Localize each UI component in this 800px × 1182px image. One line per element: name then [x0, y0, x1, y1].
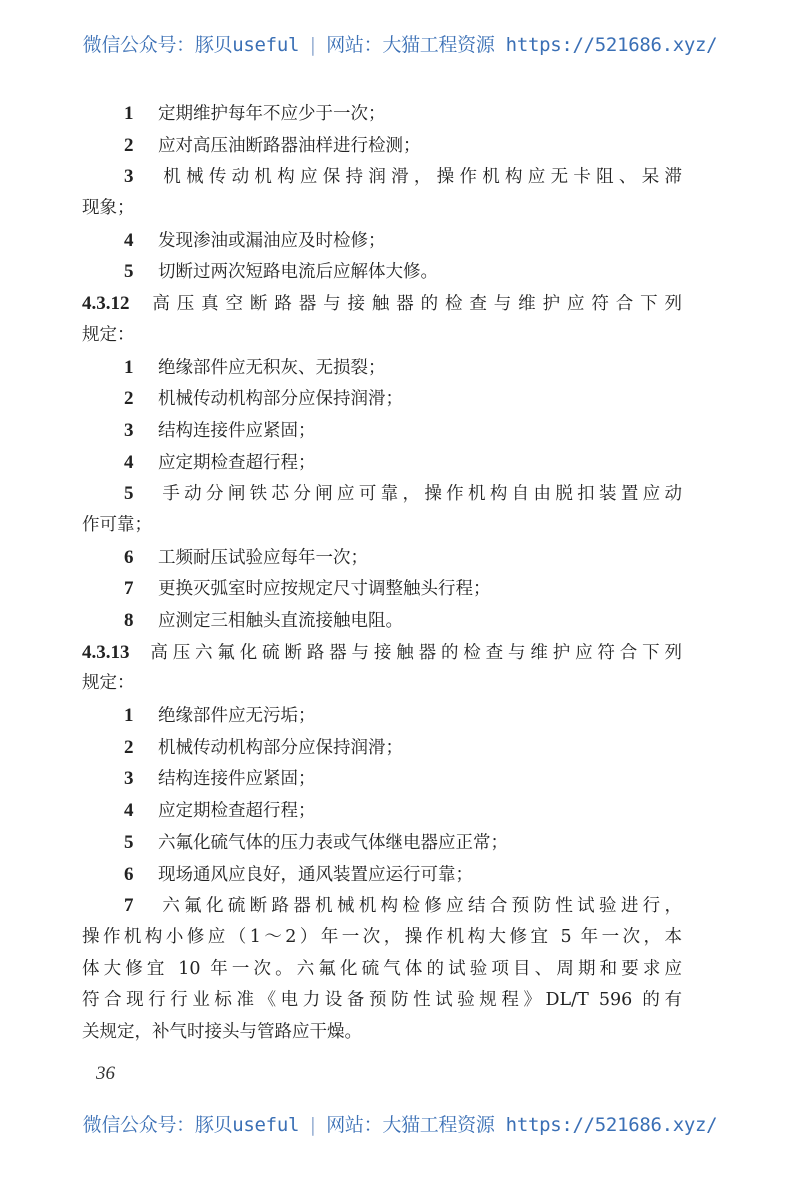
item-text: 工频耐压试验应每年一次；	[158, 547, 368, 568]
list-item	[82, 256, 682, 288]
item-text: 应测定三相触头直流接触电阻。	[158, 611, 403, 631]
item-text: 结构连接件应紧固；	[158, 420, 316, 441]
list-item	[82, 859, 682, 891]
item-number: 5	[124, 831, 134, 853]
item-number: 7	[124, 895, 134, 917]
item-number: 4	[124, 451, 134, 473]
item-text: 机械传动机构部分应保持润滑；	[158, 737, 403, 758]
item-number: 8	[124, 610, 134, 631]
item-text: 更换灭弧室时应按规定尺寸调整触头行程；	[158, 579, 491, 600]
list-item	[82, 98, 682, 130]
list-item-continuation: 操作机构小修应（1～2）年一次，操作机构大修宜 5 年一次，本	[82, 926, 682, 947]
list-item	[82, 542, 682, 574]
item-number: 4	[124, 229, 134, 251]
item-text: 切断过两次短路电流后应解体大修。	[158, 262, 438, 283]
item-text: 应对高压油断路器油样进行检测；	[158, 135, 421, 156]
item-text: 机械传动机构应保持润滑，操作机构应无卡阻、呆滞	[158, 167, 682, 188]
list-item	[82, 700, 682, 732]
item-text: 手动分闸铁芯分闸应可靠，操作机构自由脱扣装置应动	[158, 484, 682, 505]
item-number: 6	[124, 546, 134, 568]
list-item	[82, 732, 682, 764]
item-text: 绝缘部件应无污垢；	[158, 706, 316, 727]
list-item-continuation: 现象；	[82, 198, 135, 219]
list-item-continuation: 关规定，补气时接头与管路应干燥。	[82, 1021, 362, 1042]
item-number: 5	[124, 261, 134, 283]
item-text: 现场通风应良好，通风装置应运行可靠；	[158, 864, 473, 885]
list-item	[82, 573, 682, 605]
clause-title-continuation: 规定：	[82, 324, 135, 345]
watermark-separator: |	[307, 34, 319, 56]
list-item	[82, 795, 682, 827]
clause-title: 高压真空断路器与接触器的检查与维护应符合下列	[145, 294, 682, 315]
list-item-continuation: 作可靠；	[82, 514, 152, 535]
list-item	[82, 890, 682, 922]
list-item	[82, 827, 682, 859]
item-number: 2	[124, 736, 134, 758]
document-page	[82, 98, 682, 1049]
clause-heading-4-3-12	[82, 288, 682, 320]
clause-title: 高压六氟化硫断路器与接触器的检查与维护应符合下列	[145, 642, 682, 663]
watermark-wechat: 微信公众号：豚贝useful	[82, 1114, 300, 1136]
list-item	[82, 447, 682, 479]
list-item	[82, 415, 682, 447]
item-number: 2	[124, 388, 134, 410]
watermark-separator: |	[307, 1114, 319, 1136]
watermark-footer	[0, 1110, 800, 1137]
item-text: 六氟化硫气体的压力表或气体继电器应正常；	[158, 832, 508, 853]
item-text: 发现渗油或漏油应及时检修；	[158, 230, 386, 251]
page-number: 36	[96, 1063, 115, 1084]
item-text: 应定期检查超行程；	[158, 452, 316, 473]
item-text: 应定期检查超行程；	[158, 801, 316, 822]
watermark-website: 网站：大猫工程资源 https://521686.xyz/	[326, 34, 718, 56]
item-number: 5	[124, 483, 134, 505]
item-text: 机械传动机构部分应保持润滑；	[158, 389, 403, 410]
item-number: 6	[124, 863, 134, 885]
watermark-website: 网站：大猫工程资源 https://521686.xyz/	[326, 1114, 718, 1136]
list-item	[82, 130, 682, 162]
item-number: 1	[124, 356, 134, 378]
clause-heading-4-3-13	[82, 637, 682, 669]
clause-number: 4.3.13	[82, 641, 130, 663]
watermark-header	[0, 30, 800, 57]
item-number: 7	[124, 578, 134, 600]
list-item	[82, 352, 682, 384]
item-number: 4	[124, 800, 134, 822]
clause-number: 4.3.12	[82, 293, 130, 315]
item-number: 1	[124, 705, 134, 727]
item-number: 1	[124, 103, 134, 124]
list-item	[82, 225, 682, 257]
list-item	[82, 763, 682, 795]
list-item	[82, 161, 682, 193]
item-text: 绝缘部件应无积灰、无损裂；	[158, 357, 386, 378]
clause-title-continuation: 规定：	[82, 673, 135, 694]
item-number: 2	[124, 134, 134, 156]
list-item	[82, 383, 682, 415]
item-text: 结构连接件应紧固；	[158, 769, 316, 790]
list-item-continuation: 体大修宜 10 年一次。六氟化硫气体的试验项目、周期和要求应	[82, 958, 682, 979]
item-number: 3	[124, 166, 134, 188]
item-text: 六氟化硫断路器机械机构检修应结合预防性试验进行，	[158, 896, 682, 917]
watermark-wechat: 微信公众号：豚贝useful	[82, 34, 300, 56]
list-item	[82, 478, 682, 510]
item-text: 定期维护每年不应少于一次；	[158, 104, 386, 124]
list-item	[82, 605, 682, 637]
list-item-continuation: 符合现行行业标准《电力设备预防性试验规程》DL/T 596 的有	[82, 990, 682, 1011]
item-number: 3	[124, 419, 134, 441]
item-number: 3	[124, 768, 134, 790]
